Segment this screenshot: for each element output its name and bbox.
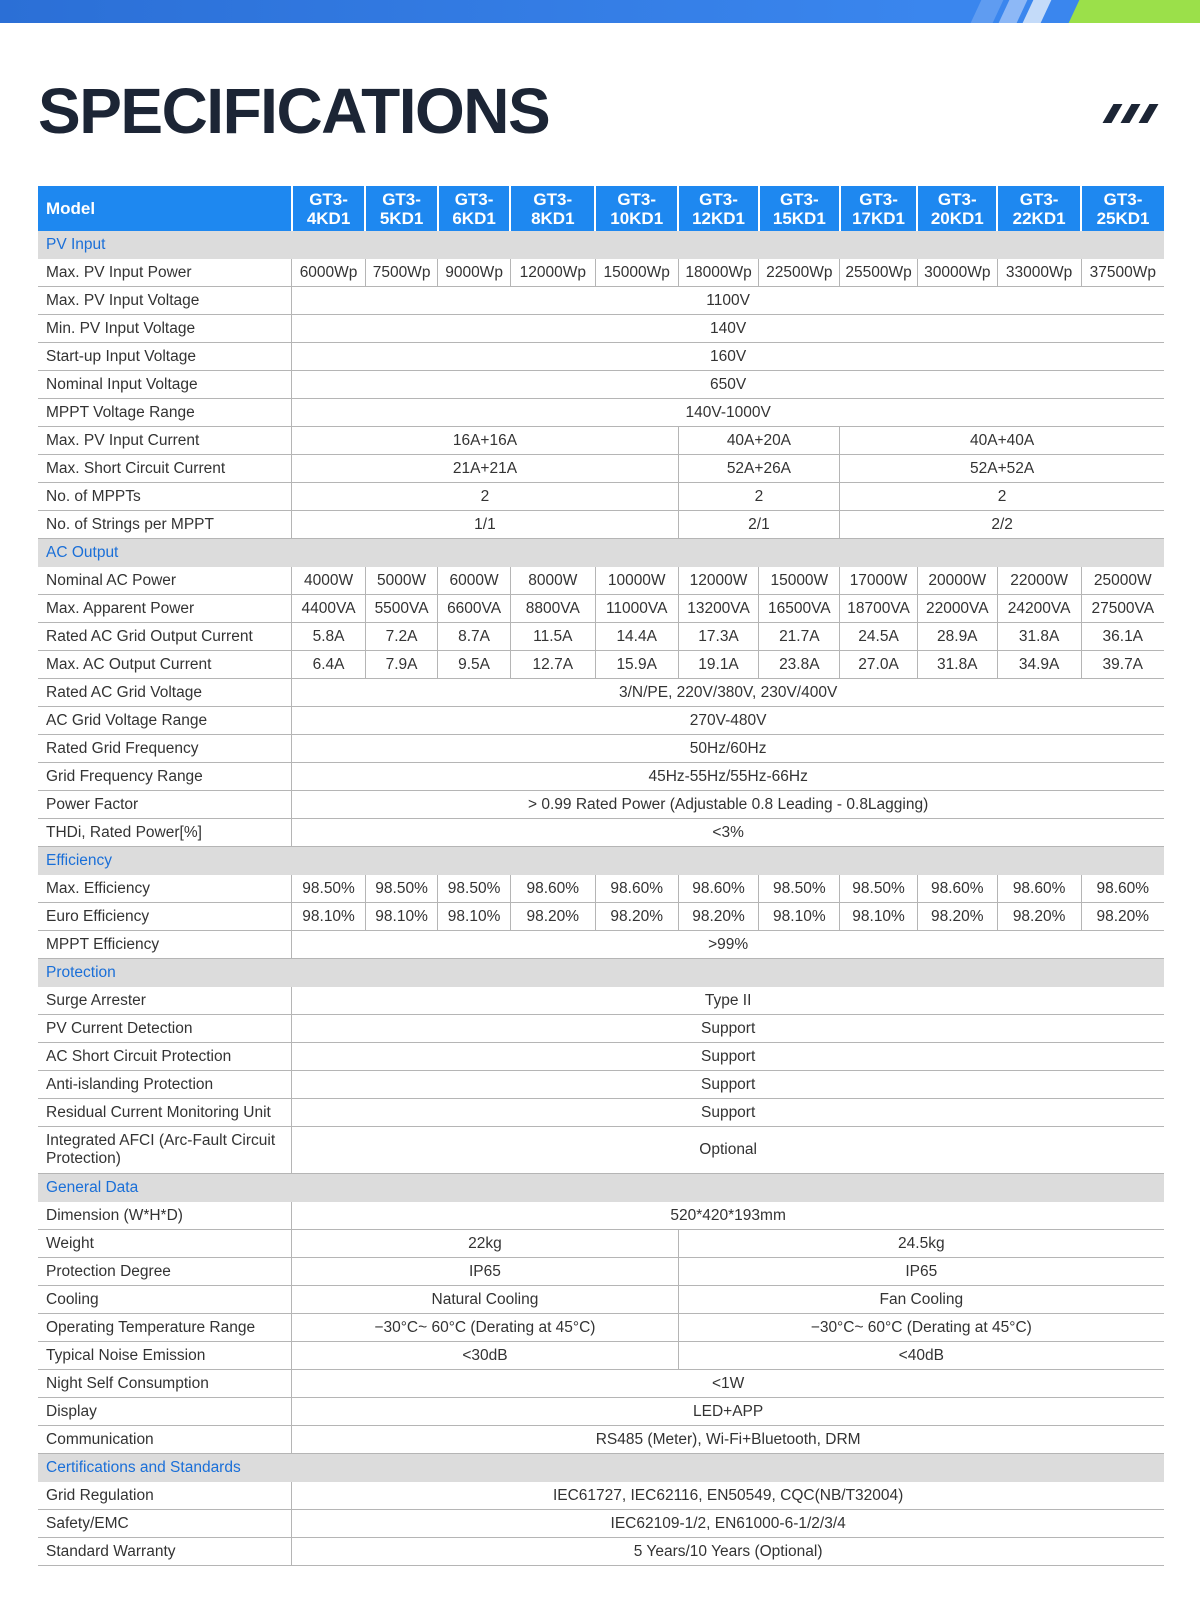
- spec-value: 98.60%: [510, 875, 595, 903]
- spec-label: Standard Warranty: [38, 1538, 292, 1566]
- spec-row: [38, 819, 1164, 847]
- spec-row: [38, 315, 1164, 343]
- spec-row: [38, 903, 1164, 931]
- model-name-line: GT3-: [617, 189, 657, 209]
- spec-label: Weight: [38, 1230, 292, 1258]
- spec-value: 98.20%: [997, 903, 1081, 931]
- model-header-cell: [292, 186, 366, 231]
- model-header-label: Model: [38, 186, 292, 231]
- spec-label: Rated Grid Frequency: [38, 735, 292, 763]
- spec-label: Power Factor: [38, 791, 292, 819]
- spec-value: 5 Years/10 Years (Optional): [292, 1538, 1164, 1566]
- spec-label: MPPT Efficiency: [38, 931, 292, 959]
- spec-label: Operating Temperature Range: [38, 1314, 292, 1342]
- spec-value: 28.9A: [917, 623, 997, 651]
- spec-value: 6.4A: [292, 651, 366, 679]
- spec-label: MPPT Voltage Range: [38, 399, 292, 427]
- spec-value: LED+APP: [292, 1398, 1164, 1426]
- spec-row: [38, 1015, 1164, 1043]
- spec-row: [38, 511, 1164, 539]
- spec-row: [38, 651, 1164, 679]
- spec-value: 22000VA: [917, 595, 997, 623]
- spec-row: [38, 399, 1164, 427]
- model-name-line: 4KD1: [306, 208, 351, 228]
- spec-row: [38, 1314, 1164, 1342]
- spec-value: 8.7A: [438, 623, 511, 651]
- section-header-fill: [292, 1454, 1164, 1483]
- model-header-cell: [917, 186, 997, 231]
- spec-value: 1100V: [292, 287, 1164, 315]
- spec-value: > 0.99 Rated Power (Adjustable 0.8 Leading - 0.8Lagging): [292, 791, 1164, 819]
- spec-label: Communication: [38, 1426, 292, 1454]
- spec-value: 140V-1000V: [292, 399, 1164, 427]
- spec-value: 9.5A: [438, 651, 511, 679]
- spec-row: [38, 1538, 1164, 1566]
- spec-value: 21.7A: [759, 623, 840, 651]
- spec-row: [38, 1370, 1164, 1398]
- spec-row: [38, 1426, 1164, 1454]
- spec-row: [38, 931, 1164, 959]
- page-title: SPECIFICATIONS: [38, 75, 550, 147]
- model-header-cell: [438, 186, 511, 231]
- spec-row: [38, 791, 1164, 819]
- spec-value: 25500Wp: [840, 259, 918, 287]
- spec-label: No. of Strings per MPPT: [38, 511, 292, 539]
- spec-value: 50Hz/60Hz: [292, 735, 1164, 763]
- spec-value: 17000W: [840, 567, 918, 595]
- spec-value: Optional: [292, 1127, 1164, 1174]
- spec-value: 520*420*193mm: [292, 1202, 1164, 1230]
- spec-value: 650V: [292, 371, 1164, 399]
- spec-row: [38, 1482, 1164, 1510]
- spec-value: 4000W: [292, 567, 366, 595]
- spec-value: 25000W: [1081, 567, 1164, 595]
- spec-label: Max. PV Input Voltage: [38, 287, 292, 315]
- spec-row: [38, 1127, 1164, 1174]
- banner-stripe: [1023, 0, 1052, 23]
- spec-value: <30dB: [292, 1342, 678, 1370]
- spec-value: 21A+21A: [292, 455, 678, 483]
- section-header-row: [38, 847, 1164, 876]
- section-title: Efficiency: [38, 847, 292, 876]
- spec-label: Night Self Consumption: [38, 1370, 292, 1398]
- model-header-row: [38, 186, 1164, 231]
- spec-value: 18700VA: [840, 595, 918, 623]
- spec-value: 5500VA: [365, 595, 438, 623]
- model-header-cell: [759, 186, 840, 231]
- spec-value: 5000W: [365, 567, 438, 595]
- section-header-fill: [292, 231, 1164, 259]
- spec-value: 2: [840, 483, 1164, 511]
- spec-value: 98.20%: [1081, 903, 1164, 931]
- spec-value: 27500VA: [1081, 595, 1164, 623]
- spec-row: [38, 763, 1164, 791]
- model-name-line: GT3-: [779, 189, 819, 209]
- spec-value: 34.9A: [997, 651, 1081, 679]
- section-title: PV Input: [38, 231, 292, 259]
- spec-row: [38, 679, 1164, 707]
- spec-value: 16500VA: [759, 595, 840, 623]
- model-name-line: 12KD1: [692, 208, 745, 228]
- spec-value: 52A+26A: [678, 455, 840, 483]
- spec-value: 22500Wp: [759, 259, 840, 287]
- model-name-line: GT3-: [454, 189, 494, 209]
- spec-label: Integrated AFCI (Arc-Fault Circuit Protection): [38, 1127, 292, 1174]
- spec-label: Start-up Input Voltage: [38, 343, 292, 371]
- spec-value: 40A+40A: [840, 427, 1164, 455]
- model-header-cell: [365, 186, 438, 231]
- spec-label: Max. PV Input Current: [38, 427, 292, 455]
- model-header-cell: [1081, 186, 1164, 231]
- spec-value: Type II: [292, 987, 1164, 1015]
- spec-label: Max. AC Output Current: [38, 651, 292, 679]
- spec-value: 6000Wp: [292, 259, 366, 287]
- spec-value: 39.7A: [1081, 651, 1164, 679]
- model-name-line: GT3-: [309, 189, 348, 209]
- spec-row: [38, 1286, 1164, 1314]
- spec-value: 23.8A: [759, 651, 840, 679]
- spec-value: 15000Wp: [595, 259, 678, 287]
- spec-value: 7500Wp: [365, 259, 438, 287]
- spec-value: IP65: [292, 1258, 678, 1286]
- spec-row: [38, 371, 1164, 399]
- spec-row: [38, 1398, 1164, 1426]
- spec-row: [38, 1230, 1164, 1258]
- model-header-cell: [840, 186, 918, 231]
- spec-row: [38, 259, 1164, 287]
- spec-value: 270V-480V: [292, 707, 1164, 735]
- spec-label: Cooling: [38, 1286, 292, 1314]
- section-title: AC Output: [38, 539, 292, 568]
- spec-value: 98.10%: [365, 903, 438, 931]
- spec-value: 1/1: [292, 511, 678, 539]
- spec-label: Nominal Input Voltage: [38, 371, 292, 399]
- spec-value: 20000W: [917, 567, 997, 595]
- spec-row: [38, 1510, 1164, 1538]
- section-title: General Data: [38, 1174, 292, 1203]
- model-name-line: GT3-: [699, 189, 738, 209]
- section-header-fill: [292, 847, 1164, 876]
- spec-label: AC Grid Voltage Range: [38, 707, 292, 735]
- spec-value: 45Hz-55Hz/55Hz-66Hz: [292, 763, 1164, 791]
- spec-value: 2: [678, 483, 840, 511]
- spec-value: 24.5kg: [678, 1230, 1164, 1258]
- model-header-cell: [595, 186, 678, 231]
- spec-value: 2/1: [678, 511, 840, 539]
- spec-value: 4400VA: [292, 595, 366, 623]
- spec-value: 8000W: [510, 567, 595, 595]
- spec-label: AC Short Circuit Protection: [38, 1043, 292, 1071]
- model-name-line: 22KD1: [1012, 208, 1066, 228]
- model-name-line: 20KD1: [930, 208, 984, 228]
- spec-label: Anti-islanding Protection: [38, 1071, 292, 1099]
- spec-value: 3/N/PE, 220V/380V, 230V/400V: [292, 679, 1164, 707]
- spec-label: Rated AC Grid Output Current: [38, 623, 292, 651]
- spec-value: 33000Wp: [997, 259, 1081, 287]
- model-name-line: 8KD1: [531, 208, 575, 228]
- spec-label: No. of MPPTs: [38, 483, 292, 511]
- spec-value: 15.9A: [595, 651, 678, 679]
- spec-label: Euro Efficiency: [38, 903, 292, 931]
- spec-value: 140V: [292, 315, 1164, 343]
- spec-value: 98.60%: [917, 875, 997, 903]
- spec-row: [38, 875, 1164, 903]
- spec-value: 98.10%: [759, 903, 840, 931]
- top-banner-bar: [0, 0, 1200, 23]
- spec-label: Nominal AC Power: [38, 567, 292, 595]
- spec-value: 98.50%: [292, 875, 366, 903]
- spec-value: 9000Wp: [438, 259, 511, 287]
- spec-value: 11.5A: [510, 623, 595, 651]
- spec-value: 37500Wp: [1081, 259, 1164, 287]
- model-name-line: 10KD1: [610, 208, 664, 228]
- spec-label: Max. PV Input Power: [38, 259, 292, 287]
- spec-row: [38, 1043, 1164, 1071]
- spec-value: 98.20%: [678, 903, 759, 931]
- spec-value: <3%: [292, 819, 1164, 847]
- spec-label: Max. Efficiency: [38, 875, 292, 903]
- specifications-table: [38, 186, 1164, 1566]
- spec-value: 98.50%: [840, 875, 918, 903]
- spec-label: Protection Degree: [38, 1258, 292, 1286]
- spec-value: 52A+52A: [840, 455, 1164, 483]
- model-name-line: GT3-: [533, 189, 573, 209]
- spec-value: 10000W: [595, 567, 678, 595]
- spec-value: 6000W: [438, 567, 511, 595]
- spec-value: 12000Wp: [510, 259, 595, 287]
- spec-value: <40dB: [678, 1342, 1164, 1370]
- spec-label: Residual Current Monitoring Unit: [38, 1099, 292, 1127]
- spec-value: Support: [292, 1043, 1164, 1071]
- banner-accent: [1069, 0, 1200, 23]
- spec-value: 16A+16A: [292, 427, 678, 455]
- spec-value: 98.20%: [510, 903, 595, 931]
- spec-value: 15000W: [759, 567, 840, 595]
- spec-value: >99%: [292, 931, 1164, 959]
- spec-row: [38, 1099, 1164, 1127]
- spec-label: PV Current Detection: [38, 1015, 292, 1043]
- spec-row: [38, 735, 1164, 763]
- spec-row: [38, 595, 1164, 623]
- section-header-fill: [292, 959, 1164, 988]
- spec-value: 14.4A: [595, 623, 678, 651]
- spec-label: Typical Noise Emission: [38, 1342, 292, 1370]
- spec-value: <1W: [292, 1370, 1164, 1398]
- spec-label: Rated AC Grid Voltage: [38, 679, 292, 707]
- spec-value: −30°C~ 60°C (Derating at 45°C): [678, 1314, 1164, 1342]
- spec-value: 98.10%: [840, 903, 918, 931]
- spec-row: [38, 987, 1164, 1015]
- spec-value: 98.60%: [678, 875, 759, 903]
- spec-value: 31.8A: [917, 651, 997, 679]
- spec-value: Support: [292, 1099, 1164, 1127]
- spec-value: 24200VA: [997, 595, 1081, 623]
- spec-value: 12000W: [678, 567, 759, 595]
- spec-value: 19.1A: [678, 651, 759, 679]
- spec-label: Dimension (W*H*D): [38, 1202, 292, 1230]
- model-name-line: 15KD1: [772, 208, 826, 228]
- spec-label: THDi, Rated Power[%]: [38, 819, 292, 847]
- spec-value: 98.50%: [438, 875, 511, 903]
- section-header-row: [38, 1454, 1164, 1483]
- spec-label: Max. Short Circuit Current: [38, 455, 292, 483]
- spec-row: [38, 1342, 1164, 1370]
- spec-value: 30000Wp: [917, 259, 997, 287]
- spec-row: [38, 567, 1164, 595]
- spec-value: 98.50%: [759, 875, 840, 903]
- spec-value: 22000W: [997, 567, 1081, 595]
- spec-label: Grid Regulation: [38, 1482, 292, 1510]
- spec-label: Surge Arrester: [38, 987, 292, 1015]
- model-name-line: 25KD1: [1096, 208, 1150, 228]
- section-title: Protection: [38, 959, 292, 988]
- model-name-line: 17KD1: [852, 208, 906, 228]
- spec-value: 98.60%: [595, 875, 678, 903]
- spec-value: 98.60%: [1081, 875, 1164, 903]
- spec-value: 98.10%: [438, 903, 511, 931]
- spec-row: [38, 483, 1164, 511]
- model-name-line: 6KD1: [452, 208, 496, 228]
- spec-value: 160V: [292, 343, 1164, 371]
- model-name-line: GT3-: [382, 189, 421, 209]
- spec-value: 27.0A: [840, 651, 918, 679]
- section-header-row: [38, 539, 1164, 568]
- spec-row: [38, 343, 1164, 371]
- spec-value: 36.1A: [1081, 623, 1164, 651]
- model-header-cell: [510, 186, 595, 231]
- section-header-row: [38, 231, 1164, 259]
- spec-value: Fan Cooling: [678, 1286, 1164, 1314]
- model-name-line: GT3-: [1103, 189, 1143, 209]
- spec-value: 18000Wp: [678, 259, 759, 287]
- spec-value: 7.9A: [365, 651, 438, 679]
- spec-row: [38, 1258, 1164, 1286]
- model-name-line: GT3-: [1019, 189, 1059, 209]
- spec-label: Safety/EMC: [38, 1510, 292, 1538]
- spec-value: IEC62109-1/2, EN61000-6-1/2/3/4: [292, 1510, 1164, 1538]
- model-header-cell: [678, 186, 759, 231]
- spec-value: 40A+20A: [678, 427, 840, 455]
- spec-value: 6600VA: [438, 595, 511, 623]
- spec-value: 13200VA: [678, 595, 759, 623]
- banner-stripe: [971, 0, 1004, 23]
- spec-label: Min. PV Input Voltage: [38, 315, 292, 343]
- spec-value: IP65: [678, 1258, 1164, 1286]
- spec-value: 22kg: [292, 1230, 678, 1258]
- spec-label: Max. Apparent Power: [38, 595, 292, 623]
- spec-value: 12.7A: [510, 651, 595, 679]
- spec-row: [38, 1071, 1164, 1099]
- spec-value: Natural Cooling: [292, 1286, 678, 1314]
- spec-value: 7.2A: [365, 623, 438, 651]
- spec-value: 11000VA: [595, 595, 678, 623]
- section-header-fill: [292, 539, 1164, 568]
- model-name-line: GT3-: [937, 189, 977, 209]
- spec-value: Support: [292, 1071, 1164, 1099]
- spec-row: [38, 427, 1164, 455]
- spec-value: Support: [292, 1015, 1164, 1043]
- section-header-row: [38, 1174, 1164, 1203]
- spec-row: [38, 623, 1164, 651]
- spec-row: [38, 455, 1164, 483]
- spec-value: 98.10%: [292, 903, 366, 931]
- spec-label: Display: [38, 1398, 292, 1426]
- model-name-line: 5KD1: [379, 208, 424, 228]
- spec-value: IEC61727, IEC62116, EN50549, CQC(NB/T32004): [292, 1482, 1164, 1510]
- spec-value: 31.8A: [997, 623, 1081, 651]
- spec-value: RS485 (Meter), Wi-Fi+Bluetooth, DRM: [292, 1426, 1164, 1454]
- model-name-line: GT3-: [859, 189, 898, 209]
- spec-value: 5.8A: [292, 623, 366, 651]
- spec-label: Grid Frequency Range: [38, 763, 292, 791]
- spec-value: 2/2: [840, 511, 1164, 539]
- spec-value: 98.60%: [997, 875, 1081, 903]
- section-header-row: [38, 959, 1164, 988]
- spec-value: 8800VA: [510, 595, 595, 623]
- spec-row: [38, 287, 1164, 315]
- section-title: Certifications and Standards: [38, 1454, 292, 1483]
- spec-value: 24.5A: [840, 623, 918, 651]
- section-header-fill: [292, 1174, 1164, 1203]
- decorative-slashes-icon: [1102, 104, 1162, 124]
- spec-row: [38, 707, 1164, 735]
- spec-value: 98.20%: [595, 903, 678, 931]
- spec-value: 98.20%: [917, 903, 997, 931]
- spec-value: 98.50%: [365, 875, 438, 903]
- model-header-cell: [997, 186, 1081, 231]
- spec-value: −30°C~ 60°C (Derating at 45°C): [292, 1314, 678, 1342]
- spec-row: [38, 1202, 1164, 1230]
- spec-value: 17.3A: [678, 623, 759, 651]
- spec-value: 2: [292, 483, 678, 511]
